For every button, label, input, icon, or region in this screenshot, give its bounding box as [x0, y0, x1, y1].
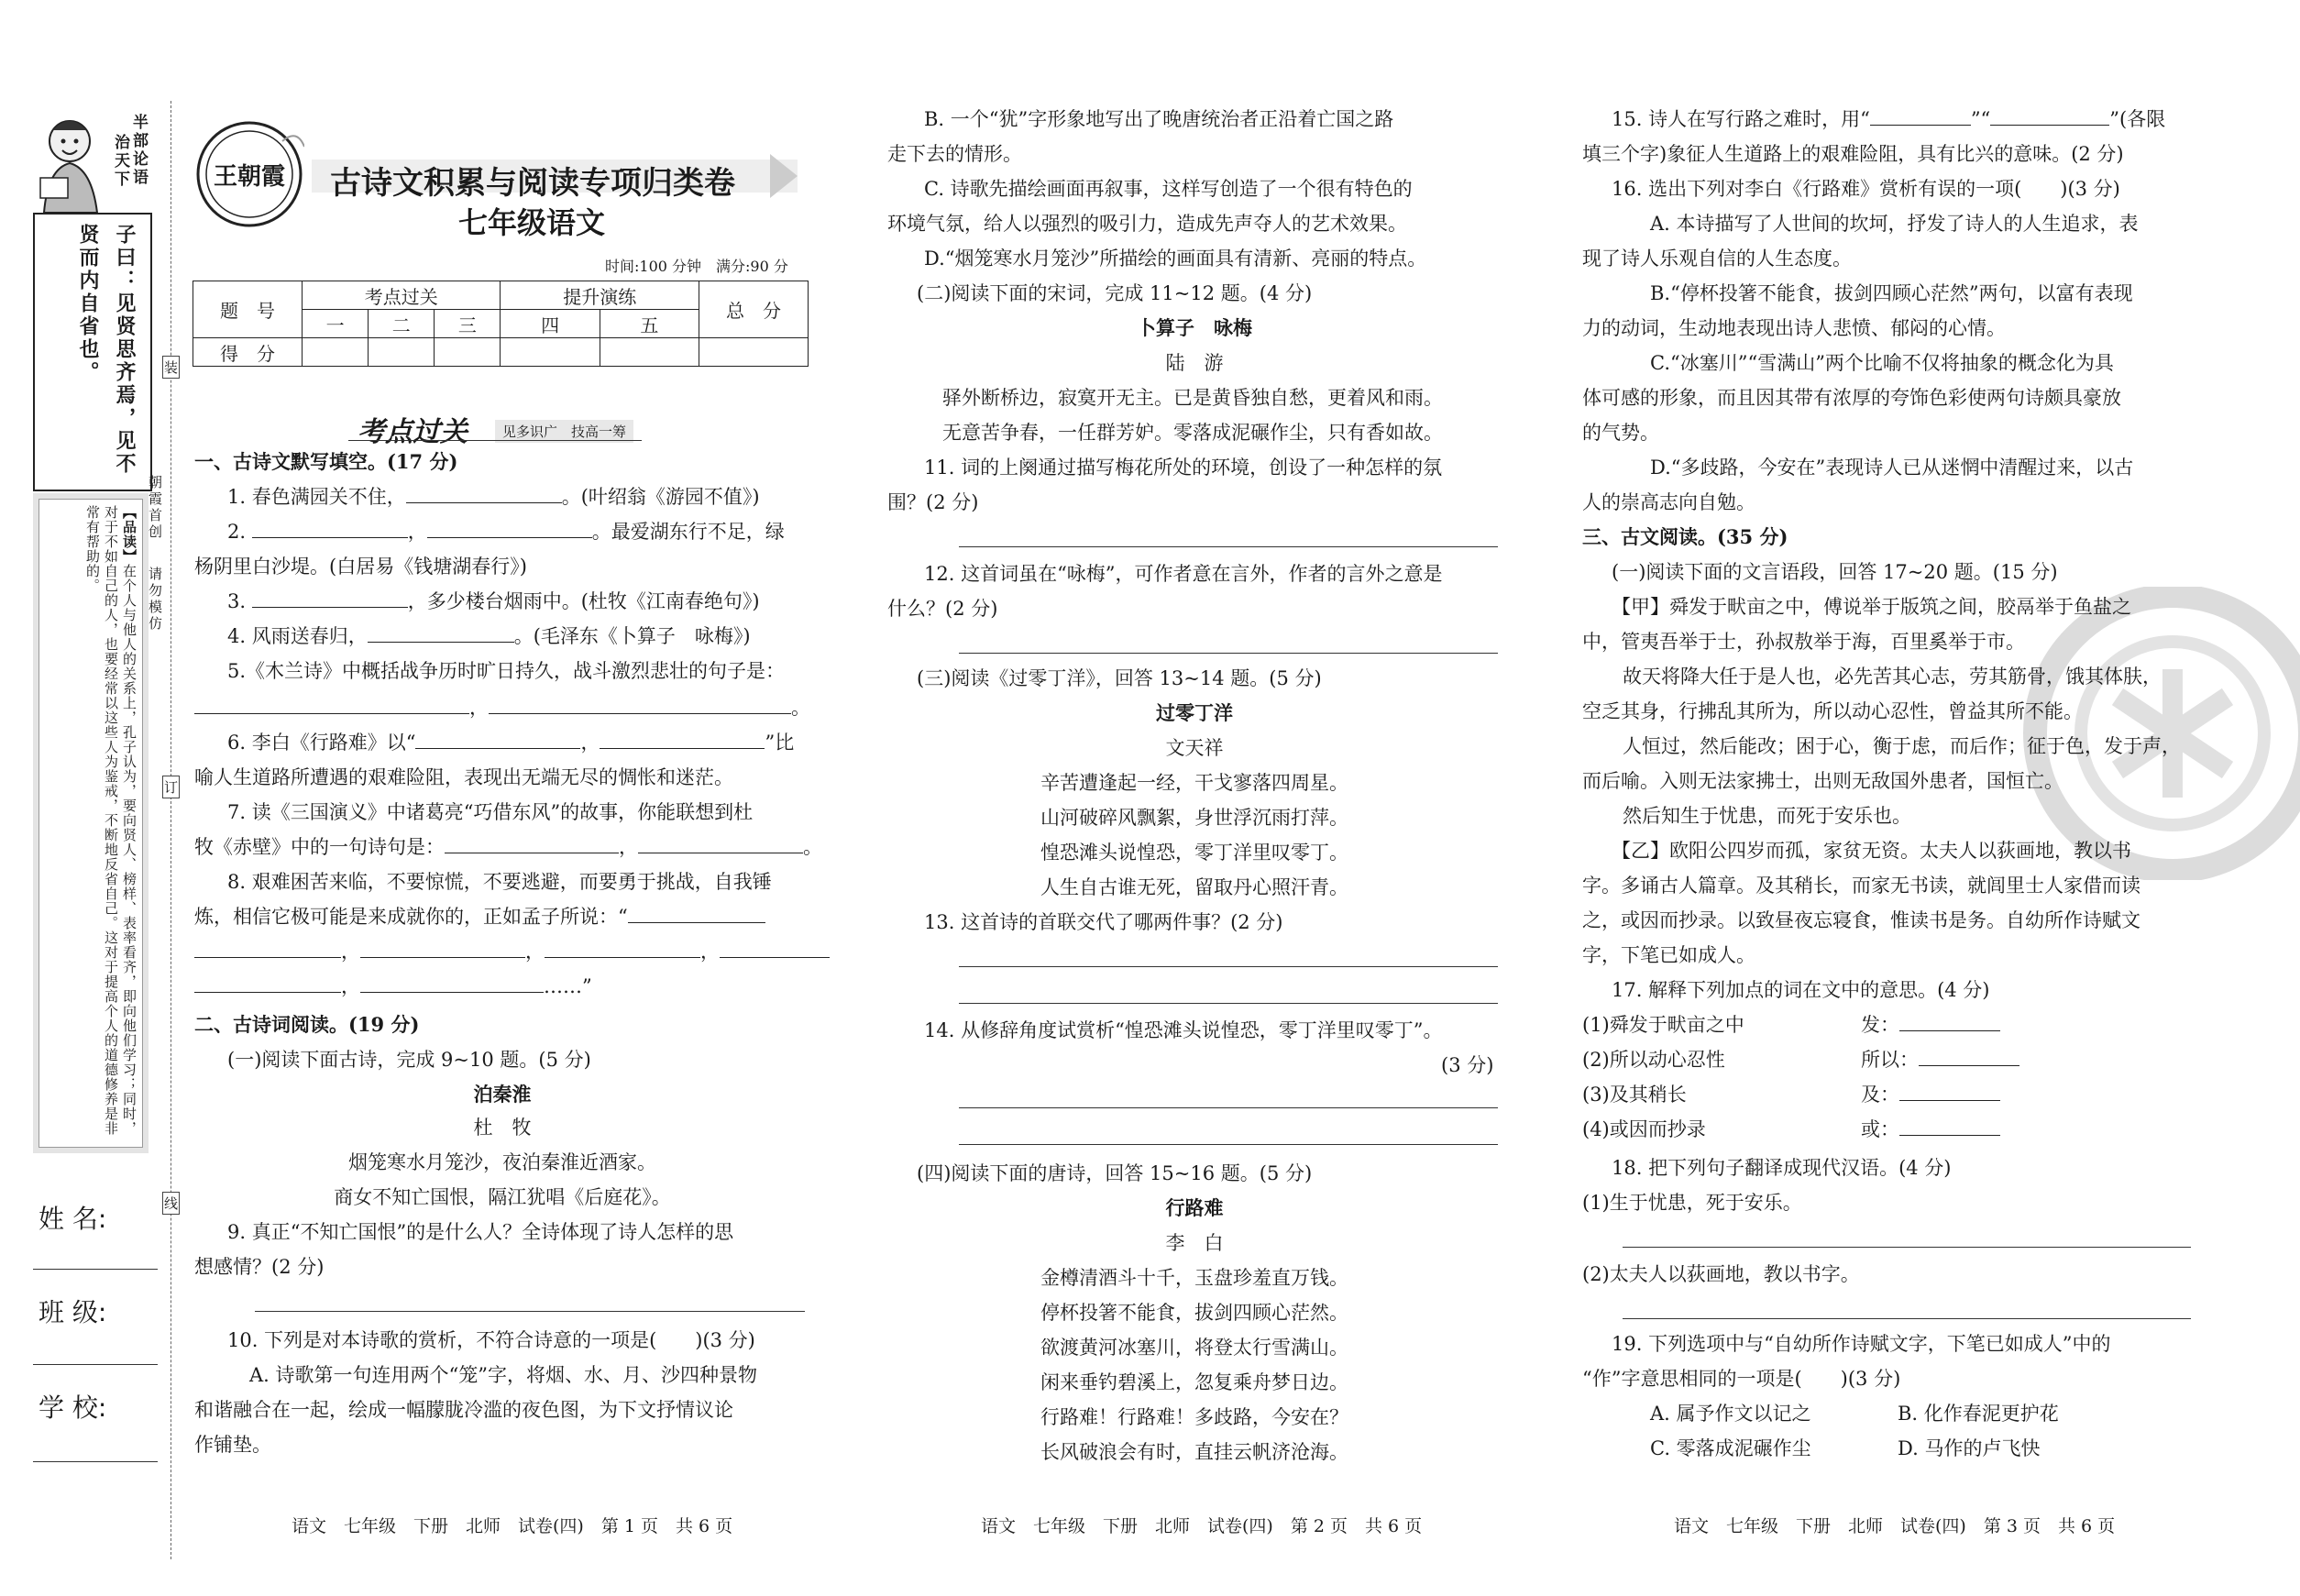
q18-item-2: (2)太夫人以荻画地，教以书字。 [1582, 1263, 1860, 1285]
section-1-title: 一、古诗文默写填空。(17 分) [194, 450, 458, 473]
q17-item-3: (3)及其稍长 [1582, 1084, 1687, 1106]
poem-4-title: 行路难 [1165, 1196, 1224, 1219]
section-2-title: 二、古诗词阅读。(19 分) [194, 1013, 420, 1036]
side-note-right: 请勿模仿 [147, 567, 163, 633]
section-banner [348, 407, 660, 448]
q17-item-3-answer: 及： [1861, 1084, 2000, 1106]
confucius-cartoon-icon [33, 112, 108, 215]
poem-1-title: 泊秦淮 [473, 1083, 532, 1106]
paper-title: 古诗文积累与阅读专项归类卷 [330, 165, 735, 202]
poem-3-line-4: 人生自古谁无死，留取丹心照汗青。 [1040, 876, 1348, 898]
quote-box [33, 213, 152, 491]
col-4: 四 [501, 310, 600, 338]
group-kaodian: 考点过关 [303, 281, 501, 310]
poem-2-line-1: 驿外断桥边，寂寞开无主。已是黄昏独自愁，更着风和雨。 [942, 387, 1443, 409]
school-label: 学 校: [39, 1392, 107, 1423]
q17-item-1: (1)舜发于畎亩之中 [1582, 1014, 1744, 1036]
poem-4-line-6: 长风破浪会有时，直挂云帆济沧海。 [1040, 1441, 1348, 1463]
slogan-right: 半部论语 [129, 114, 148, 187]
answer-line[interactable] [959, 1144, 1498, 1145]
col-5: 五 [600, 310, 699, 338]
question-15: 15. 诗人在写行路之难时，用“ ”“ ”(各限 [1612, 108, 2166, 130]
question-8-blanks-1: ， ， ， [194, 941, 830, 963]
answer-blank[interactable] [1899, 1084, 2000, 1101]
q16-option-b-cont: 力的动词，生动地表现出诗人悲愤、郁闷的心情。 [1582, 317, 2006, 339]
logo [194, 119, 304, 229]
answer-blank[interactable] [638, 836, 803, 853]
poem-4-author: 李 白 [1165, 1232, 1224, 1254]
answer-blank[interactable] [720, 941, 830, 958]
question-9: 9. 真正“不知亡国恨”的是什么人？全诗体现了诗人怎样的思 [227, 1221, 734, 1243]
q17-item-4: (4)或因而抄录 [1582, 1118, 1706, 1140]
question-17: 17. 解释下列加点的词在文中的意思。(4 分) [1612, 979, 1990, 1001]
question-12: 12. 这首词虽在“咏梅”，可作者意在言外，作者的言外之意是 [924, 563, 1443, 585]
fold-label-1: 装 [162, 356, 180, 379]
col-3: 三 [435, 310, 501, 338]
q16-option-d-cont: 人的崇高志向自勉。 [1582, 491, 1755, 513]
question-19: 19. 下列选项中与“自幼所作诗赋文字，下笔已如成人”中的 [1612, 1333, 2111, 1355]
answer-blank[interactable] [1899, 1118, 2000, 1136]
q17-item-4-answer: 或： [1861, 1118, 2000, 1140]
question-8-cont: 炼，相信它极可能是来成就你的，正如孟子所说：“ [194, 906, 765, 928]
poem-4-line-2: 停杯投箸不能食，拔剑四顾心茫然。 [1040, 1302, 1348, 1324]
q16-option-a: A. 本诗描写了人世间的坎坷，抒发了诗人的人生追求，表 [1650, 213, 2139, 235]
q16-option-c-cont: 的气势。 [1582, 422, 1659, 444]
question-10: 10. 下列是对本诗歌的赏析，不符合诗意的一项是( )(3 分) [227, 1329, 755, 1351]
question-7-cont: 牧《赤壁》中的一句诗句是： ， 。 [194, 836, 822, 858]
q16-option-d: D.“多歧路，今安在”表现诗人已从迷惘中清醒过来，以古 [1650, 457, 2134, 479]
school-field[interactable] [33, 1461, 158, 1462]
answer-blank[interactable] [415, 732, 580, 749]
answer-blank[interactable] [600, 732, 765, 749]
q10-option-b: B. 一个“犹”字形象地写出了晚唐统治者正沿着亡国之路 [924, 108, 1394, 130]
answer-blank[interactable] [194, 975, 341, 993]
poem-4-intro: (四)阅读下面的唐诗，回答 15~16 题。(5 分) [917, 1162, 1313, 1184]
footer-page-2: 语文 七年级 下册 北师 试卷(四) 第 2 页 共 6 页 [981, 1516, 1423, 1536]
poem-4-line-5: 行路难！行路难！多歧路，今安在？ [1040, 1406, 1348, 1428]
q17-item-1-answer: 发： [1861, 1014, 2000, 1036]
q16-option-b: B.“停杯投箸不能食，拔剑四顾心茫然”两句，以富有表现 [1650, 282, 2133, 304]
q18-item-1: (1)生于忧患，死于安乐。 [1582, 1192, 1802, 1214]
answer-line[interactable] [959, 546, 1498, 547]
poem-4-line-4: 闲来垂钓碧溪上，忽复乘舟梦日边。 [1040, 1371, 1348, 1393]
row-label-score: 得 分 [193, 338, 303, 367]
score-cell[interactable] [699, 338, 809, 367]
q10-option-a: A. 诗歌第一句连用两个“笼”字，将烟、水、月、沙四种景物 [249, 1364, 757, 1386]
answer-line[interactable] [959, 966, 1498, 967]
question-14-score: (3 分) [1441, 1054, 1494, 1076]
q19-option-c: C. 零落成泥碾作尘 [1650, 1437, 1811, 1459]
question-15-cont: 填三个字)象征人生道路上的艰难险阻，具有比兴的意味。(2 分) [1582, 143, 2124, 165]
passage-jia-7: 然后知生于忧患，而死于安乐也。 [1623, 805, 1911, 827]
question-8: 8. 艰难困苦来临，不要惊慌，不要逃避，而要勇于挑战，自我锤 [227, 871, 772, 893]
answer-blank[interactable] [368, 625, 514, 643]
poem-2-author: 陆 游 [1165, 352, 1224, 374]
answer-blank[interactable] [194, 941, 341, 958]
q10-option-b-cont: 走下去的情形。 [887, 143, 1022, 165]
footer-page-1: 语文 七年级 下册 北师 试卷(四) 第 1 页 共 6 页 [292, 1516, 733, 1536]
poem-2-line-2: 无意苦争春，一任群芳妒。零落成泥碾作尘，只有香如故。 [942, 422, 1443, 444]
poem-4-line-1: 金樽清酒斗十千，玉盘珍羞直万钱。 [1040, 1267, 1348, 1289]
question-1: 1. 春色满园关不住， 。(叶绍翁《游园不值》) [227, 486, 760, 508]
q19-option-d: D. 马作的卢飞快 [1898, 1437, 2041, 1459]
answer-blank[interactable] [252, 590, 408, 608]
q17-item-2-answer: 所以： [1861, 1049, 2019, 1071]
name-field[interactable] [33, 1269, 158, 1270]
score-table [193, 281, 809, 367]
question-3: 3. ，多少楼台烟雨中。(杜牧《江南春绝句》) [227, 590, 760, 612]
q10-option-a-cont: 作铺垫。 [194, 1434, 271, 1456]
score-cell[interactable] [303, 338, 369, 367]
passage-jia-3: 故天将降大任于是人也，必先苦其心志，劳其筋骨，饿其体肤， [1623, 666, 2162, 688]
q10-option-c-cont: 环境气氛，给人以强烈的吸引力，造成先声夺人的艺术效果。 [887, 213, 1407, 235]
question-12-cont: 什么？(2 分) [887, 598, 998, 620]
col-2: 二 [369, 310, 435, 338]
passage-jia-1: 【甲】舜发于畎亩之中，傅说举于版筑之间，胶鬲举于鱼盐之 [1612, 596, 2131, 618]
answer-blank[interactable] [1870, 108, 1971, 126]
pindu-box [33, 493, 149, 1153]
question-18: 18. 把下列句子翻译成现代汉语。(4 分) [1612, 1157, 1952, 1179]
question-14: 14. 从修辞角度试赏析“惶恐滩头说惶恐，零丁洋里叹零丁”。 [924, 1019, 1443, 1041]
answer-blank[interactable] [1899, 1014, 2000, 1031]
footer-page-3: 语文 七年级 下册 北师 试卷(四) 第 3 页 共 6 页 [1674, 1516, 2116, 1536]
passage-jia-2: 中，管夷吾举于士，孙叔敖举于海，百里奚举于市。 [1582, 631, 2025, 653]
class-field[interactable] [33, 1364, 158, 1365]
question-2-cont: 杨阴里白沙堤。(白居易《钱塘湖春行》) [194, 556, 527, 578]
answer-blank[interactable] [360, 941, 525, 958]
answer-line[interactable] [959, 653, 1498, 654]
q19-option-a: A. 属予作文以记之 [1650, 1403, 1811, 1425]
question-6-cont: 喻人生道路所遭遇的艰难险阻，表现出无端无尽的惆怅和迷茫。 [194, 766, 733, 788]
q10-option-c: C. 诗歌先描绘画面再叙事，这样写创造了一个很有特色的 [924, 178, 1413, 200]
class-label: 班 级: [39, 1297, 107, 1327]
banner-tagline: 见多识广 技高一筹 [495, 420, 633, 443]
pindu-text: 【品读】在个人与他人的关系上，孔子认为，要向贤人、榜样、表率看齐，即向他们学习；同时，对于不如自己的人，也要经常以这些人为鉴戒，不断地反省自己。这对于提高个人的道德修养是非常有帮助的。 [84, 505, 138, 1136]
poem-1-line-2: 商女不知亡国恨，隔江犹唱《后庭花》。 [334, 1186, 671, 1208]
side-note-left: 朝霞首创 [147, 475, 163, 541]
score-cell[interactable] [369, 338, 435, 367]
question-5: 5.《木兰诗》中概括战争历时旷日持久，战斗激烈悲壮的句子是： [227, 660, 786, 682]
poem-2-intro: (二)阅读下面的宋词，完成 11~12 题。(4 分) [917, 282, 1313, 304]
question-8-blanks-2: ， ……” [194, 975, 592, 997]
poem-3-line-2: 山河破碎风飘絮，身世浮沉雨打萍。 [1040, 807, 1348, 829]
answer-blank[interactable] [445, 836, 619, 853]
answer-blank[interactable] [360, 975, 544, 993]
section-3-title: 三、古文阅读。(35 分) [1582, 525, 1788, 548]
score-cell[interactable] [600, 338, 699, 367]
poem-3-intro: (三)阅读《过零丁洋》，回答 13~14 题。(5 分) [917, 667, 1322, 689]
answer-line[interactable] [255, 1311, 805, 1312]
question-7: 7. 读《三国演义》中诸葛亮“巧借东风”的故事，你能联想到杜 [227, 801, 754, 823]
classical-intro: (一)阅读下面的文言语段，回答 17~20 题。(15 分) [1612, 561, 2058, 583]
q10-option-d: D.“烟笼寒水月笼沙”所描绘的画面具有清新、亮丽的特点。 [924, 248, 1427, 270]
slogan-left: 治天下 [111, 134, 129, 189]
question-2: 2. ， 。最爱湖东行不足，绿 [227, 521, 785, 543]
q16-option-c: C.“冰塞川”“雪满山”两个比喻不仅将抽象的概念化为具 [1650, 352, 2114, 374]
q19-option-b: B. 化作春泥更护花 [1898, 1403, 2059, 1425]
answer-blank[interactable] [1919, 1049, 2019, 1066]
group-tisheng: 提升演练 [501, 281, 699, 310]
poem-3-author: 文天祥 [1165, 737, 1224, 759]
fold-label-3: 线 [162, 1192, 180, 1215]
q16-option-c-cont: 体可感的形象，而且因其带有浓厚的夸饰色彩使两句诗颇具豪放 [1582, 387, 2121, 409]
watermark-seal [2017, 587, 2300, 880]
score-cell[interactable] [501, 338, 600, 367]
poem-3-line-3: 惶恐滩头说惶恐，零丁洋里叹零丁。 [1040, 842, 1348, 864]
poem-3-title: 过零丁洋 [1156, 701, 1233, 724]
question-11: 11. 词的上阕通过描写梅花所处的环境，创设了一种怎样的氛 [924, 457, 1443, 479]
passage-jia-6: 而后喻。入则无法家拂士，出则无敌国外患者，国恒亡。 [1582, 770, 2063, 792]
q16-option-a-cont: 现了诗人乐观自信的人生态度。 [1582, 248, 1852, 270]
poem-2-title: 卜算子 咏梅 [1137, 316, 1252, 339]
poem-1-author: 杜 牧 [473, 1117, 532, 1139]
question-5-blanks: ， 。 [194, 697, 810, 719]
question-16: 16. 选出下列对李白《行路难》赏析有误的一项( )(3 分) [1612, 178, 2120, 200]
q10-option-a-cont: 和谐融合在一起，绘成一幅朦胧冷滥的夜色图，为下文抒情议论 [194, 1399, 733, 1421]
slogan-box [112, 110, 149, 205]
answer-blank[interactable] [489, 697, 791, 714]
passage-jia-4: 空乏其身，行拂乱其所为，所以动心忍性，曾益其所不能。 [1582, 700, 2083, 722]
passage-jia-5: 人恒过，然后能改；困于心，衡于虑，而后作；征于色，发于声， [1623, 735, 2181, 757]
question-13: 13. 这首诗的首联交代了哪两件事？(2 分) [924, 911, 1283, 933]
question-9-cont: 想感情？(2 分) [194, 1256, 325, 1278]
paper-subtitle: 七年级语文 [458, 205, 606, 240]
time-info: 时间:100 分钟 满分:90 分 [605, 258, 788, 275]
fold-label-2: 订 [162, 776, 180, 798]
answer-line[interactable] [959, 1003, 1498, 1004]
answer-line[interactable] [1623, 1247, 2191, 1248]
poem-3-line-1: 辛苦遭逢起一经，干戈寥落四周星。 [1040, 772, 1348, 794]
answer-blank[interactable] [194, 697, 469, 714]
poem-1-line-1: 烟笼寒水月笼沙，夜泊秦淮近酒家。 [348, 1151, 656, 1173]
confucius-quote: 子曰：见贤思齐焉，见不贤而内自省也。 [76, 224, 137, 476]
q17-item-2: (2)所以动心忍性 [1582, 1049, 1725, 1071]
passage-yi-2: 字。多诵古人篇章。及其稍长，而家无书读，就闾里士人家借而读 [1582, 875, 2140, 897]
passage-yi-1: 【乙】欧阳公四岁而孤，家贫无资。太夫人以荻画地，教以书 [1612, 840, 2131, 862]
question-19-cont: “作”字意思相同的一项是( )(3 分) [1582, 1368, 1901, 1390]
question-6: 6. 李白《行路难》以“ ， ”比 [227, 732, 795, 754]
answer-line[interactable] [959, 1107, 1498, 1108]
answer-line[interactable] [1623, 1318, 2191, 1319]
logo-text: 王朝霞 [213, 163, 285, 191]
passage-yi-4: 字，下笔已如成人。 [1582, 944, 1755, 966]
poem-1-intro: (一)阅读下面古诗，完成 9~10 题。(5 分) [227, 1049, 591, 1071]
banner-title: 考点过关 [358, 416, 468, 448]
row-label-number: 题 号 [193, 281, 303, 338]
answer-blank[interactable] [545, 941, 700, 958]
question-4: 4. 风雨送春归， 。(毛泽东《卜算子 咏梅》) [227, 625, 751, 647]
answer-blank[interactable] [252, 521, 408, 538]
answer-blank[interactable] [406, 486, 562, 503]
col-1: 一 [303, 310, 369, 338]
answer-blank[interactable] [1990, 108, 2109, 126]
name-label: 姓 名: [39, 1204, 107, 1234]
passage-yi-3: 之，或因而抄录。以致昼夜忘寝食，惟读书是务。自幼所作诗赋文 [1582, 909, 2140, 931]
answer-blank[interactable] [427, 521, 592, 538]
question-11-cont: 围？(2 分) [887, 491, 979, 513]
poem-4-line-3: 欲渡黄河冰塞川，将登太行雪满山。 [1040, 1337, 1348, 1359]
total-header: 总 分 [699, 281, 809, 338]
score-cell[interactable] [435, 338, 501, 367]
answer-blank[interactable] [628, 906, 765, 923]
